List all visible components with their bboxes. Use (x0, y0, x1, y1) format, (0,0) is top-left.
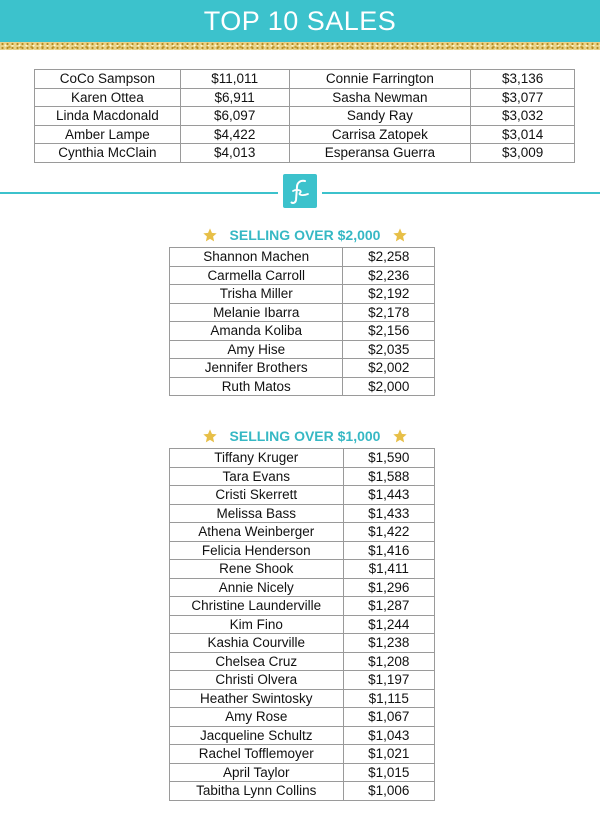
table-row (170, 578, 435, 597)
seller-name: Amy Hise (170, 340, 343, 359)
sales-amount: $1,115 (343, 689, 434, 708)
over-2000-body (170, 248, 435, 396)
sales-amount: $6,097 (180, 107, 289, 126)
table-row (170, 359, 435, 378)
sales-amount: $1,067 (343, 708, 434, 727)
table-row (170, 486, 435, 505)
table-row (35, 70, 575, 89)
sales-amount: $1,433 (343, 504, 434, 523)
table-row (170, 560, 435, 579)
sales-amount: $2,178 (343, 303, 435, 322)
seller-name: Esperansa Guerra (289, 144, 471, 163)
table-row (170, 303, 435, 322)
table-row (170, 745, 435, 764)
table-row (170, 248, 435, 267)
seller-name: Cristi Skerrett (170, 486, 344, 505)
table-row (170, 671, 435, 690)
seller-name: Kashia Courville (170, 634, 344, 653)
sales-amount: $1,411 (343, 560, 434, 579)
seller-name: Tiffany Kruger (170, 449, 344, 468)
seller-name: Carmella Carroll (170, 266, 343, 285)
seller-name: Sandy Ray (289, 107, 471, 126)
top-10-sales-table (34, 69, 575, 163)
table-row (170, 634, 435, 653)
sales-amount: $1,590 (343, 449, 434, 468)
table-row (170, 763, 435, 782)
seller-name: Heather Swintosky (170, 689, 344, 708)
seller-name: Melissa Bass (170, 504, 344, 523)
sales-amount: $1,015 (343, 763, 434, 782)
sales-amount: $1,296 (343, 578, 434, 597)
sales-amount: $1,244 (343, 615, 434, 634)
table-row (170, 285, 435, 304)
sales-amount: $1,043 (343, 726, 434, 745)
table-row (170, 266, 435, 285)
sales-amount: $2,002 (343, 359, 435, 378)
table-row (170, 541, 435, 560)
seller-name: Christi Olvera (170, 671, 344, 690)
sales-amount: $3,032 (471, 107, 575, 126)
seller-name: Annie Nicely (170, 578, 344, 597)
sales-amount: $6,911 (180, 88, 289, 107)
table-row (170, 597, 435, 616)
seller-name: Tabitha Lynn Collins (170, 782, 344, 801)
sales-amount: $1,422 (343, 523, 434, 542)
section-title-over-1000 (170, 426, 440, 446)
table-row (35, 144, 575, 163)
sales-amount: $1,588 (343, 467, 434, 486)
seller-name: Trisha Miller (170, 285, 343, 304)
seller-name: Chelsea Cruz (170, 652, 344, 671)
sales-amount: $4,013 (180, 144, 289, 163)
seller-name: Ruth Matos (170, 377, 343, 396)
sales-amount: $1,443 (343, 486, 434, 505)
sales-amount: $3,009 (471, 144, 575, 163)
seller-name: Cynthia McClain (35, 144, 181, 163)
seller-name: Kim Fino (170, 615, 344, 634)
sales-amount: $2,192 (343, 285, 435, 304)
seller-name: CoCo Sampson (35, 70, 181, 89)
seller-name: Connie Farrington (289, 70, 471, 89)
table-row (170, 615, 435, 634)
page-title: TOP 10 SALES (203, 5, 397, 36)
seller-name: Amber Lampe (35, 125, 181, 144)
sales-amount: $2,236 (343, 266, 435, 285)
seller-name: Karen Ottea (35, 88, 181, 107)
seller-name: Rene Shook (170, 560, 344, 579)
over-2000-table (169, 247, 435, 396)
script-f-logo-svg (283, 174, 317, 208)
sales-amount: $2,000 (343, 377, 435, 396)
seller-name: Amy Rose (170, 708, 344, 727)
sales-amount: $1,197 (343, 671, 434, 690)
table-row (170, 377, 435, 396)
table-row (35, 125, 575, 144)
seller-name: Shannon Machen (170, 248, 343, 267)
seller-name: Carrisa Zatopek (289, 125, 471, 144)
seller-name: Tara Evans (170, 467, 344, 486)
table-row (170, 652, 435, 671)
seller-name: Linda Macdonald (35, 107, 181, 126)
seller-name: Melanie Ibarra (170, 303, 343, 322)
over-1000-table (169, 448, 435, 801)
seller-name: Jennifer Brothers (170, 359, 343, 378)
table-row (170, 708, 435, 727)
table-row (35, 88, 575, 107)
table-row (170, 782, 435, 801)
table-row (170, 726, 435, 745)
section-title-over-2000 (170, 225, 440, 245)
sales-amount: $3,077 (471, 88, 575, 107)
sales-amount: $1,006 (343, 782, 434, 801)
divider-line-right (322, 192, 600, 194)
section-title-label: SELLING OVER $2,000 (229, 227, 381, 243)
table-row (170, 449, 435, 468)
section-title-label: SELLING OVER $1,000 (229, 428, 381, 444)
table-row (170, 467, 435, 486)
star-icon (202, 428, 218, 444)
sales-amount: $2,258 (343, 248, 435, 267)
seller-name: Rachel Tofflemoyer (170, 745, 344, 764)
divider-line-left (0, 192, 278, 194)
sales-amount: $2,156 (343, 322, 435, 341)
table-row (35, 107, 575, 126)
sales-amount: $1,021 (343, 745, 434, 764)
gold-glitter-band (0, 42, 600, 50)
sales-amount: $3,014 (471, 125, 575, 144)
page-header (0, 0, 600, 42)
seller-name: April Taylor (170, 763, 344, 782)
table-row (170, 322, 435, 341)
table-row (170, 340, 435, 359)
top-10-sales-body (35, 70, 575, 163)
star-icon (202, 227, 218, 243)
sales-amount: $2,035 (343, 340, 435, 359)
script-f-logo-icon (283, 174, 317, 208)
sales-amount: $4,422 (180, 125, 289, 144)
sales-amount: $3,136 (471, 70, 575, 89)
sales-amount: $1,416 (343, 541, 434, 560)
sales-amount: $1,208 (343, 652, 434, 671)
table-row (170, 689, 435, 708)
table-row (170, 523, 435, 542)
seller-name: Jacqueline Schultz (170, 726, 344, 745)
seller-name: Athena Weinberger (170, 523, 344, 542)
seller-name: Sasha Newman (289, 88, 471, 107)
over-1000-body (170, 449, 435, 801)
table-row (170, 504, 435, 523)
star-icon (392, 428, 408, 444)
sales-amount: $1,287 (343, 597, 434, 616)
seller-name: Felicia Henderson (170, 541, 344, 560)
sales-amount: $1,238 (343, 634, 434, 653)
sales-amount: $11,011 (180, 70, 289, 89)
seller-name: Amanda Koliba (170, 322, 343, 341)
seller-name: Christine Launderville (170, 597, 344, 616)
star-icon (392, 227, 408, 243)
